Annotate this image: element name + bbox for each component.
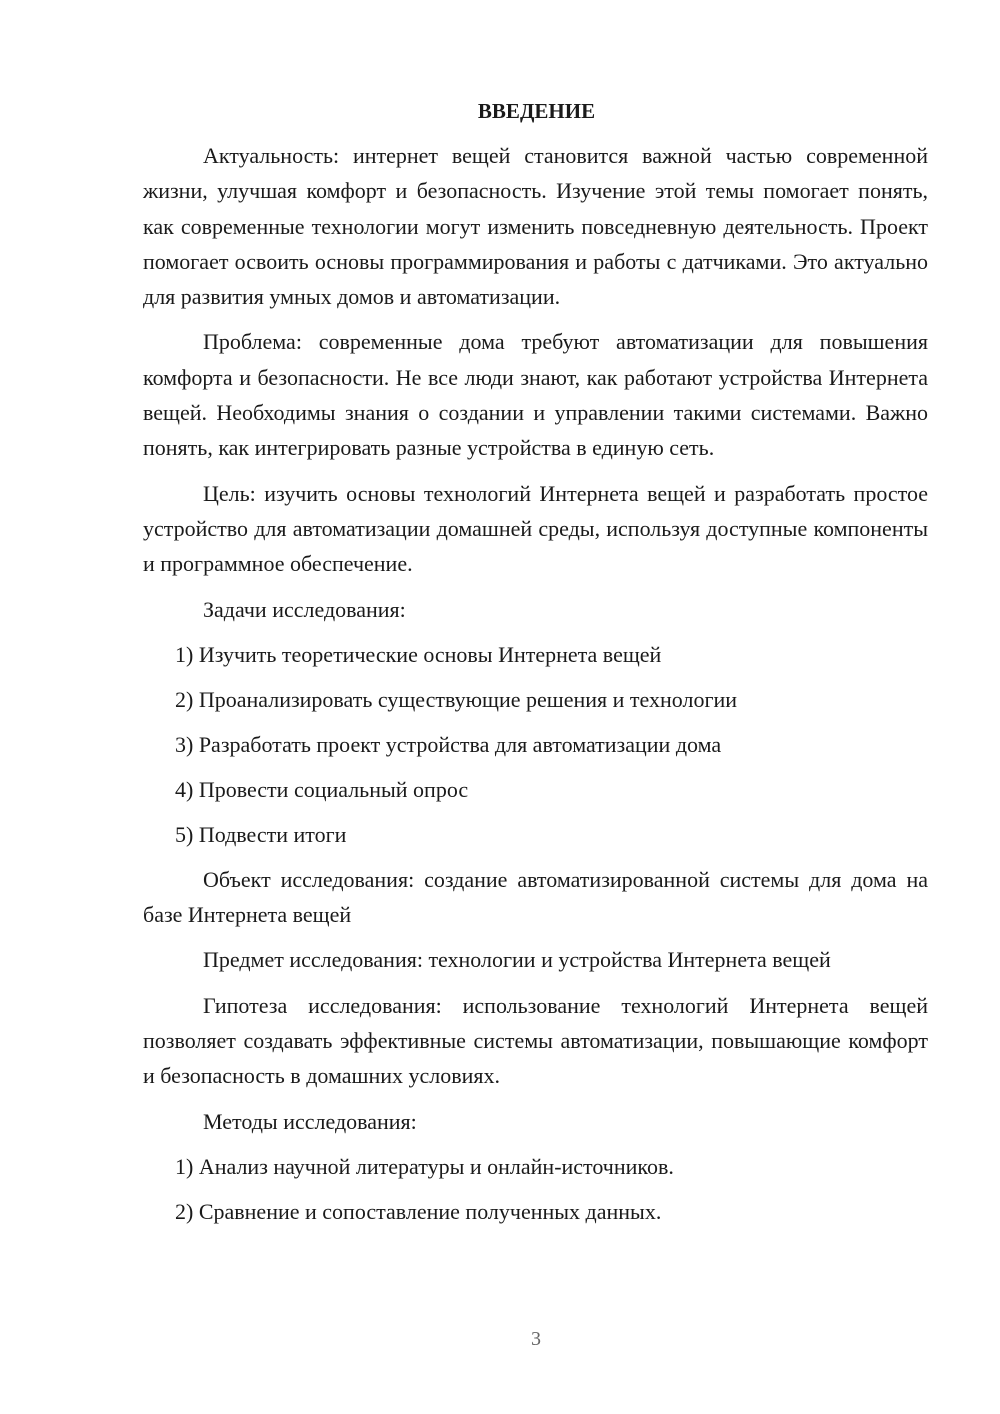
hypothesis-paragraph: Гипотеза исследования: использование технологий Интернета вещей позволяет создавать эффективные системы автоматизации, повышающие комфорт и безопасность в домашних условиях. [143, 992, 928, 1089]
page-number: 3 [531, 1328, 541, 1350]
task-item: 5) Подвести итоги [175, 821, 347, 847]
task-item: 3) Разработать проект устройства для автоматизации дома [175, 731, 722, 757]
tasks-heading: Задачи исследования: [203, 596, 406, 622]
object-paragraph: Объект исследования: создание автоматизированной системы для дома на базе Интернета вещей [143, 866, 928, 928]
problem-paragraph: Проблема: современные дома требуют автоматизации для повышения комфорта и безопасности. Не все люди знают, как работают устройства Интернета вещей. Необходимы знания о создании и управлении такими системами. Важно понять, как интегрировать разные устройства в единую сеть. [143, 329, 928, 461]
document-page [143, 96, 928, 1239]
method-item: 1) Анализ научной литературы и онлайн-источников. [175, 1153, 674, 1179]
task-item: 4) Провести социальный опрос [175, 776, 469, 802]
methods-heading: Методы исследования: [203, 1108, 417, 1134]
subject-paragraph: Предмет исследования: технологии и устройства Интернета вещей [203, 947, 831, 973]
task-item: 2) Проанализировать существующие решения и технологии [175, 686, 738, 712]
goal-paragraph: Цель: изучить основы технологий Интернета вещей и разработать простое устройство для автоматизации домашней среды, используя доступные компоненты и программное обеспечение. [143, 480, 928, 577]
method-item: 2) Сравнение и сопоставление полученных данных. [175, 1198, 662, 1224]
task-item: 1) Изучить теоретические основы Интернета вещей [175, 641, 662, 667]
section-title: ВВЕДЕНИЕ [477, 99, 596, 123]
relevance-paragraph: Актуальность: интернет вещей становится важной частью современной жизни, улучшая комфорт и безопасность. Изучение этой темы помогает понять, как современные технологии могут изменить повседневную деятельность. Проект помогает освоить основы программирования и работы с датчиками. Это актуально для развития умных домов и автоматизации. [143, 143, 928, 310]
